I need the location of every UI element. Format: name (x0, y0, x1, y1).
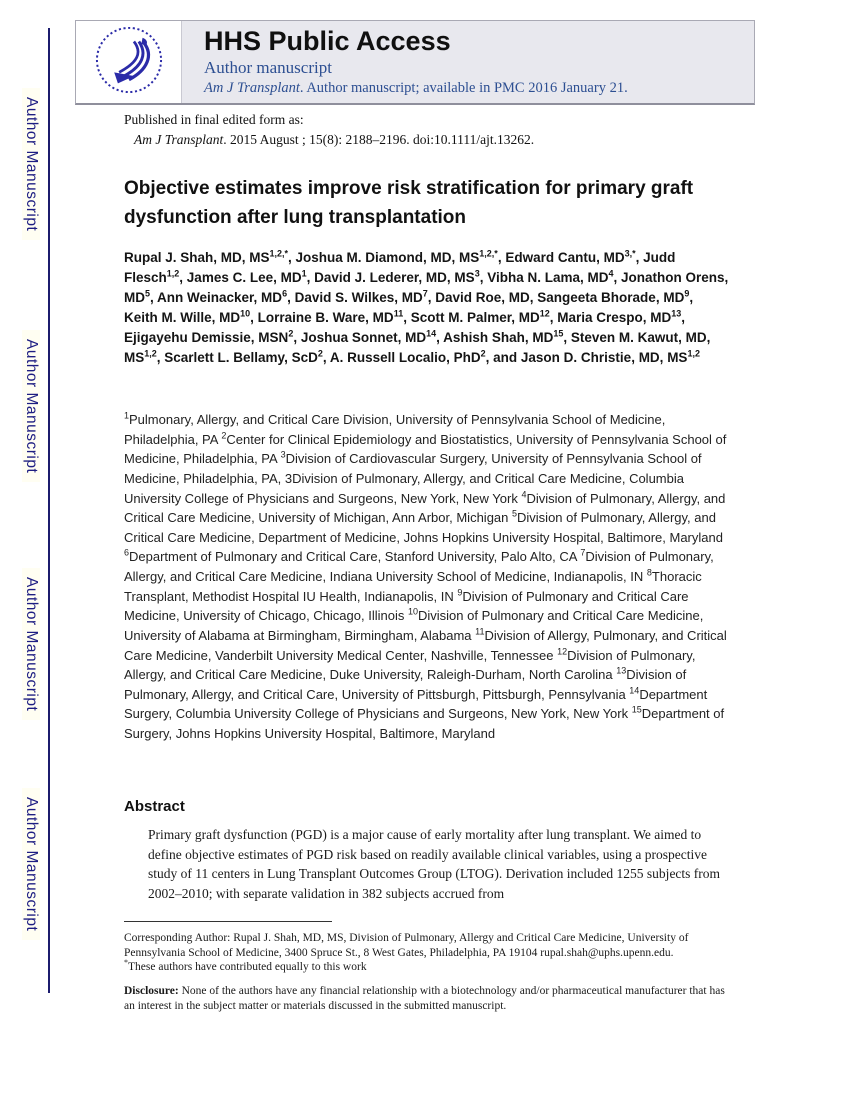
hhs-logo-box (76, 21, 182, 103)
abstract-text: Primary graft dysfunction (PGD) is a major cause of early mortality after lung transplant. We aimed to define objective estimates of PGD risk based on readily available clinical variables, using a prospective study of 11 centers in Lung Transplant Outcomes Group (LTOG). Derivation included 1255 subjects from 2002–2010; with separate validation in 382 subjects accrued from (148, 827, 721, 901)
citation-block (124, 110, 744, 149)
abstract-heading: Abstract (124, 798, 185, 815)
equal-contribution-note: *These authors have contributed equally to this work (124, 958, 367, 974)
banner-journal-line (204, 80, 628, 97)
watermark-author-manuscript: Author Manuscript (22, 788, 40, 940)
published-line: Published in final edited form as: (124, 112, 304, 127)
hhs-eagle-logo-icon (92, 23, 166, 102)
banner-journal-name: Am J Transplant (204, 80, 300, 96)
author-list: Rupal J. Shah, MD, $MS^{1,2,*}$, Joshua M. Diamond, MD, $MS^{1,2,*}$, Edward Cantu, $MD^{3,*}$, Judd Flesch$^{1,2}$, James C. Lee, $MD^1$, David J. Lederer, MD, $MS^3$, Vibha N. Lama, $MD^4$, Jonathon Orens, $MD^5$, Ann Weinacker, $MD^6$, David S. Wilkes, $MD^7$, David Roe, MD, Sangeeta Bhorade, $MD^9$, Keith M. Wille, MD$^{10}$, Lorraine B. Ware, MD$^{11}$, Scott M. Palmer, MD$^{12}$, Maria Crespo, MD$^{13}$, Ejigayehu Demissie, MSN$^2$, Joshua Sonnet, MD$^{14}$, Ashish Shah, MD$^{15}$, Steven M. Kawut, MD, MS$^{1,2}$, Scarlett L. Bellamy, ScD$^2$, A. Russell Localio, PhD$^2$, and Jason D. Christie, MD, MS$^{1,2}$ (124, 248, 729, 365)
footnote-rule (124, 921, 332, 922)
banner-subtitle: Author manuscript (204, 58, 332, 77)
watermark-author-manuscript: Author Manuscript (22, 88, 40, 240)
citation-detail (124, 130, 744, 150)
corresponding-author-text: Corresponding Author: Rupal J. Shah, MD, MS, Division of Pulmonary, Allergy and Critical Care Medicine, University of Pennsylvania School of Medicine, 3400 Spruce St., 8 West Gates, Philadelphia, PA 19104 rupal.shah@uphs.upenn.edu. (124, 932, 689, 959)
banner-text (182, 21, 628, 103)
disclosure-label: Disclosure: (124, 985, 179, 998)
banner-journal-rest: . Author manuscript; available in PMC 2016 January 21. (299, 80, 628, 96)
footnotes-block (124, 931, 730, 1023)
citation-detail-rest: . 2015 August ; 15(8): 2188–2196. doi:10.1111/ajt.13262. (223, 131, 535, 147)
hhs-header-banner (75, 20, 755, 105)
watermark-author-manuscript: Author Manuscript (22, 330, 40, 482)
banner-title: HHS Public Access (204, 26, 451, 56)
disclosure-note (124, 984, 730, 1013)
citation-journal-name: Am J Transplant (134, 131, 224, 147)
corresponding-author-note (124, 931, 730, 975)
watermark-author-manuscript: Author Manuscript (22, 568, 40, 720)
disclosure-text: None of the authors have any financial relationship with a biotechnology and/or pharmaceutical manufacturer that has an interest in the subject matter or materials discussed in the submitted manuscript. (124, 985, 725, 1012)
sidebar-rule (48, 28, 50, 993)
affiliation-list: $^1$Pulmonary, Allergy, and Critical Care Division, University of Pennsylvania School of Medicine, Philadelphia, PA $^2$Center for Clinical Epidemiology and Biostatistics, University of Pennsylvania School of Medicine, Philadelphia, PA $^3$Division of Cardiovascular Surgery, University of Pennsylvania School of Medicine, Philadelphia, PA, 3Division of Pulmonary, Allergy, and Critical Care Medicine, Columbia University College of Physicians and Surgeons, New York, New York $^4$Division of Pulmonary, Allergy, and Critical Care Medicine, University of Michigan, Ann Arbor, Michigan $^5$Division of Pulmonary, Allergy, and Critical Care Medicine, Department of Medicine, Johns Hopkins University Hospital, Baltimore, Maryland $^6$Department of Pulmonary and Critical Care, Stanford University, Palo Alto, CA $^7$Division of Pulmonary, Allergy, and Critical Care Medicine, Indiana University School of Medicine, Indianapolis, IN $^8$Thoracic Transplant, Methodist Hospital IU Health, Indianapolis, IN $^9$Division of Pulmonary and Critical Care Medicine, University of Chicago, Chicago, Illinois $^{10}$Division of Pulmonary and Critical Care Medicine, University of Alabama at Birmingham, Birmingham, Alabama $^{11}$Division of Allergy, Pulmonary, and Critical Care Medicine, Vanderbilt University Medical Center, Nashville, Tennessee $^{12}$Division of Pulmonary, Allergy, and Critical Care Medicine, Duke University, Raleigh-Durham, North Carolina $^{13}$Division of Pulmonary, Allergy, and Critical Care, University of Pittsburgh, Pittsburgh, Pennsylvania $^{14}$Department Surgery, Columbia University College of Physicians and Surgeons, New York, New York $^{15}$Department of Surgery, Johns Hopkins University Hospital, Baltimore, Maryland (124, 410, 727, 741)
article-title: Objective estimates improve risk stratification for primary graft dysfunction after lung transplantation (124, 178, 694, 229)
